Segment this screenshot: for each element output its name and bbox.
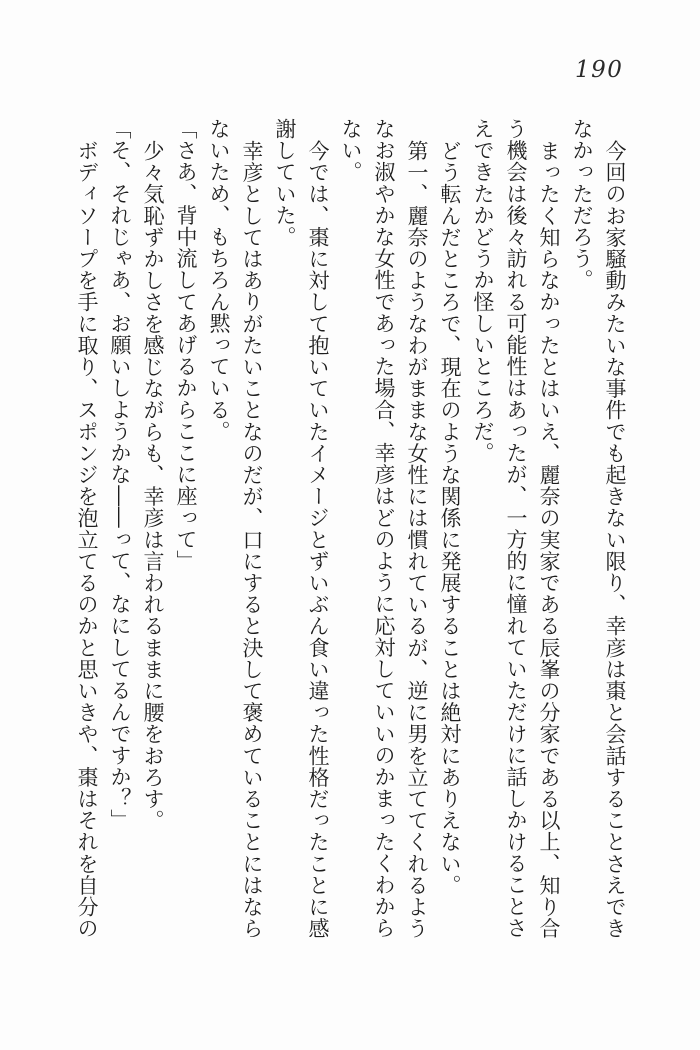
text-column-9: ない。 bbox=[339, 118, 363, 183]
text-column-6: どう転んだところで、現在のような関係に発展することは絶対にありえない。 bbox=[438, 139, 462, 896]
text-column-12: 幸彦としてはありがたいことなのだが、口にすると決して褒めていることにはなら bbox=[240, 139, 264, 939]
text-column-1: 今回のお家騒動みたいな事件でも起きない限り、幸彦は棗と会話することさえでき bbox=[603, 139, 627, 939]
text-block bbox=[69, 118, 631, 950]
text-column-10: 今では、棗に対して抱いていたイメージとずいぶん食い違った性格だったことに感 bbox=[306, 139, 330, 939]
text-column-13: ないため、もちろん黙っている。 bbox=[207, 118, 231, 442]
text-column-17: ボディソープを手に取り、スポンジを泡立てるのかと思いきや、棗はそれを自分の bbox=[75, 139, 99, 939]
page-number: 190 bbox=[575, 57, 624, 83]
text-column-14: 「さあ、背中流してあげるからここに座って」 bbox=[174, 118, 198, 572]
text-column-5: えできたかどうか怪しいところだ。 bbox=[471, 118, 495, 464]
text-column-11: 謝していた。 bbox=[273, 118, 297, 248]
text-column-15: 少々気恥ずかしさを感じながらも、幸彦は言われるままに腰をおろす。 bbox=[141, 139, 165, 831]
text-column-16: 「そ、それじゃあ、お願いしようかな――って、なにしてるんですか？」 bbox=[108, 118, 132, 831]
text-column-2: なかっただろう。 bbox=[570, 118, 594, 291]
text-column-7: 第一、麗奈のようなわがままな女性には慣れているが、逆に男を立ててくれるよう bbox=[405, 139, 429, 939]
text-column-4: う機会は後々訪れる可能性はあったが、一方的に憧れていただけに話しかけることさ bbox=[504, 118, 528, 939]
text-column-3: まったく知らなかったとはいえ、麗奈の実家である辰峯の分家である以上、知り合 bbox=[537, 139, 561, 939]
text-column-8: なお淑やかな女性であった場合、幸彦はどのように応対していいのかまったくわから bbox=[372, 118, 396, 939]
